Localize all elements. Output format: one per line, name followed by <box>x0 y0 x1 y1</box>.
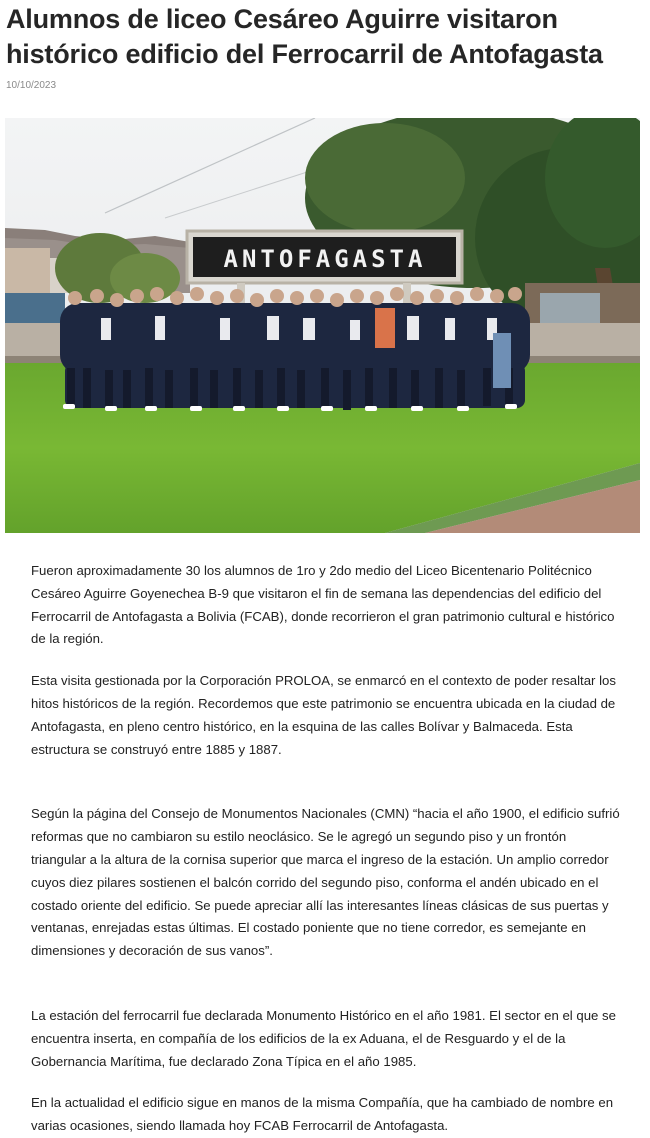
article-paragraph-1: Fueron aproximadamente 30 los alumnos de 1ro y 2do medio del Liceo Bicentenario Politécnico Cesáreo Aguirre Goyenechea B-9 que visitaron el fin de semana las dependencias del edificio del Ferrocarril de Antofagasta a Bolivia (FCAB), donde recorrieron el gran patrimonio cultural e histórico de la región. <box>31 563 615 647</box>
station-sign-text: ANTOFAGASTA <box>223 245 427 273</box>
article-paragraph-4: La estación del ferrocarril fue declarada Monumento Histórico en el año 1981. El sector en el que se encuentra inserta, en compañía de los edificios de la ex Aduana, el de Resguardo y el de la Gobernancia Marítima, fue declarado Zona Típica en el año 1985. <box>31 1007 616 1069</box>
article-title: Alumnos de liceo Cesáreo Aguirre visitaron histórico edificio del Ferrocarril de Antofagasta <box>6 4 603 69</box>
article-paragraph-2: Esta visita gestionada por la Corporación PROLOA, se enmarcó en el contexto de poder resaltar los hitos históricos de la región. Recordemos que este patrimonio se encuentra ubicada en la ciudad de Antofagasta, en pleno centro histórico, en la esquina de las calles Bolívar y Balmaceda. Esta estructura se construyó entre 1885 y 1887. <box>31 673 616 757</box>
article-paragraph-5: En la actualidad el edificio sigue en manos de la misma Compañía, que ha cambiado de nombre en varias ocasiones, siendo llamada hoy FCAB Ferrocarril de Antofagasta. <box>31 1095 614 1134</box>
article-photo <box>5 118 640 533</box>
article-date: 10/10/2023 <box>6 80 57 91</box>
article-body <box>31 560 621 1138</box>
article-paragraph-3: Según la página del Consejo de Monumentos Nacionales (CMN) “hacia el año 1900, el edificio sufrió reformas que no cambiaron su estilo neoclásico. Se le agregó un segundo piso y un frontón triangular a la altura de la cornisa superior que marca el ingreso de la estación. Un amplio corredor cuyos diez pilares sostienen el balcón corrido del segundo piso, conforma el andén ubicado en el costado oriente del edificio. Se puede apreciar allí las interesantes líneas clásicas de sus puertas y ventanas, enrejadas estas últimas. El costado poniente que no tiene corredor, es semejante en dimensiones y decoración de sus vanos”. <box>31 806 620 959</box>
